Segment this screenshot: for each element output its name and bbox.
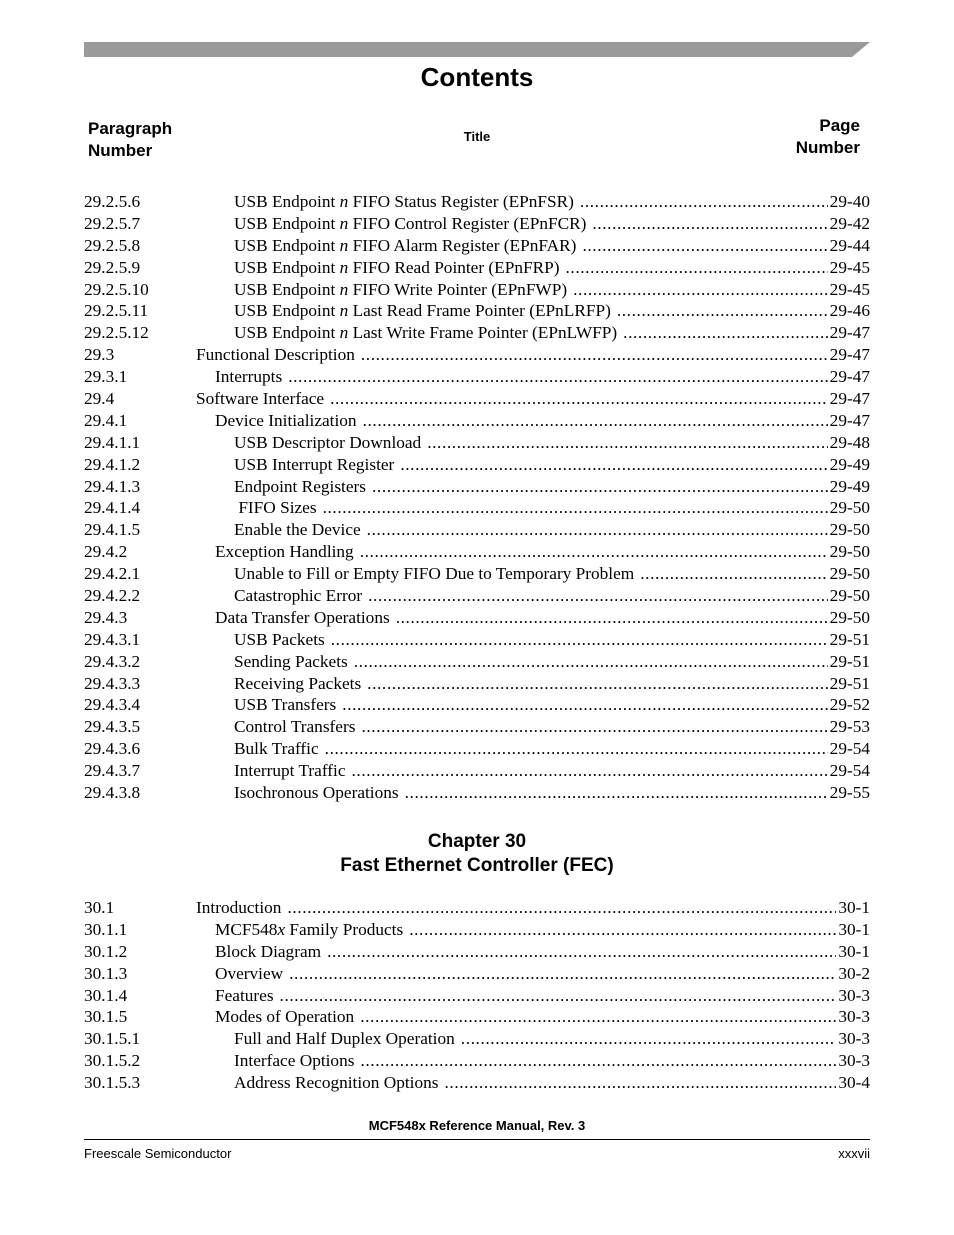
toc-row[interactable]	[84, 454, 870, 476]
column-header-page-number: Page Number	[795, 116, 860, 157]
page-title: Contents	[420, 62, 534, 92]
toc-page-number: 29-54	[829, 761, 870, 781]
toc-paragraph-number: 29.4.3.7	[84, 761, 141, 781]
toc-title: Catastrophic Error	[234, 586, 363, 606]
toc-page-number: 29-51	[829, 651, 870, 671]
toc-row[interactable]	[84, 629, 870, 651]
toc-page-number: 29-54	[829, 739, 870, 759]
toc-paragraph-number: 29.4.1.4	[84, 498, 141, 518]
toc-title: Modes of Operation	[215, 1007, 355, 1027]
toc-entry	[234, 585, 870, 607]
toc-title: USB Endpoint n FIFO Status Register (EPnFSR)	[234, 192, 574, 211]
toc-page-number: 29-47	[829, 345, 870, 365]
toc-title: USB Descriptor Download	[234, 432, 422, 452]
toc-paragraph-number: 29.4.1.3	[84, 476, 141, 496]
toc-row[interactable]	[84, 1050, 870, 1072]
toc-list-chapter-30	[84, 897, 870, 1094]
header-banner	[84, 42, 870, 57]
toc-title: Isochronous Operations	[234, 783, 399, 803]
toc-entry	[215, 919, 870, 941]
toc-title: Interrupt Traffic	[234, 761, 346, 781]
toc-title: Address Recognition Options	[234, 1073, 439, 1093]
dot-leader	[640, 563, 827, 585]
toc-entry	[234, 629, 870, 651]
toc-title: Overview	[215, 963, 284, 983]
chapter-title: Fast Ethernet Controller (FEC)	[340, 855, 614, 876]
toc-title: USB Endpoint n FIFO Read Pointer (EPnFRP)	[234, 257, 560, 277]
toc-page-number: 29-49	[829, 476, 870, 496]
toc-row[interactable]	[84, 519, 870, 541]
toc-row[interactable]	[84, 607, 870, 629]
toc-row[interactable]	[84, 235, 870, 257]
toc-title: Software Interface	[196, 389, 325, 409]
toc-entry	[234, 279, 870, 301]
toc-page-number: 29-49	[829, 454, 870, 474]
toc-title: Bulk Traffic	[234, 739, 319, 759]
dot-leader	[573, 279, 828, 301]
dot-leader	[323, 497, 828, 519]
dot-leader	[592, 213, 827, 235]
toc-entry	[215, 366, 870, 388]
toc-row[interactable]	[84, 651, 870, 673]
toc-paragraph-number: 29.2.5.12	[84, 323, 149, 343]
toc-row[interactable]	[84, 738, 870, 760]
dot-leader	[287, 897, 836, 919]
toc-title: Interrupts	[215, 367, 283, 387]
toc-entry	[215, 410, 870, 432]
toc-paragraph-number: 29.4.1.1	[84, 432, 141, 452]
dot-leader	[427, 432, 827, 454]
toc-title: Device Initialization	[215, 410, 357, 430]
toc-paragraph-number: 29.4.2.1	[84, 564, 141, 584]
toc-entry	[215, 607, 870, 629]
toc-page-number: 29-45	[829, 257, 870, 277]
toc-entry	[234, 563, 870, 585]
toc-page-number: 29-50	[829, 586, 870, 606]
footer-divider	[84, 1139, 870, 1140]
dot-leader	[367, 673, 828, 695]
toc-page-number: 29-44	[829, 235, 870, 255]
dot-leader	[352, 760, 828, 782]
toc-paragraph-number: 30.1.5.2	[84, 1051, 141, 1071]
toc-paragraph-number: 30.1.5.1	[84, 1029, 141, 1049]
dot-leader	[368, 585, 828, 607]
chapter-label: Chapter 30	[427, 831, 527, 852]
toc-row[interactable]	[84, 1028, 870, 1050]
toc-paragraph-number: 29.2.5.7	[84, 213, 141, 233]
toc-entry	[234, 651, 870, 673]
toc-row[interactable]	[84, 191, 870, 213]
toc-title: Functional Description	[196, 345, 355, 365]
toc-paragraph-number: 29.4.3.5	[84, 717, 141, 737]
dot-leader	[363, 410, 828, 432]
toc-paragraph-number: 29.2.5.8	[84, 235, 141, 255]
toc-page-number: 29-42	[829, 213, 870, 233]
toc-page-number: 30-3	[838, 1007, 870, 1027]
toc-entry	[234, 738, 870, 760]
toc-entry	[215, 541, 870, 563]
toc-paragraph-number: 29.2.5.9	[84, 257, 141, 277]
dot-leader	[361, 716, 827, 738]
toc-page-number: 29-55	[829, 783, 870, 803]
toc-paragraph-number: 29.2.5.11	[84, 301, 149, 321]
toc-entry	[234, 191, 870, 213]
toc-page-number: 29-47	[829, 323, 870, 343]
dot-leader	[396, 607, 828, 629]
toc-title: USB Endpoint n FIFO Write Pointer (EPnFWP)	[234, 279, 568, 299]
toc-page-number: 29-46	[829, 301, 870, 321]
toc-row[interactable]	[84, 919, 870, 941]
toc-title: MCF548x Family Products	[215, 919, 404, 939]
dot-leader	[327, 941, 836, 963]
toc-row[interactable]	[84, 322, 870, 344]
toc-entry	[215, 1006, 870, 1028]
toc-row[interactable]	[84, 782, 870, 804]
dot-leader	[582, 235, 827, 257]
toc-entry	[234, 497, 870, 519]
toc-page-number: 29-50	[829, 498, 870, 518]
toc-entry	[234, 300, 870, 322]
dot-leader	[580, 191, 828, 213]
toc-page-number: 30-1	[838, 941, 870, 961]
toc-page-number: 29-47	[829, 367, 870, 387]
toc-list-chapter-29	[84, 191, 870, 804]
toc-title: Endpoint Registers	[234, 476, 366, 496]
toc-paragraph-number: 29.4.1	[84, 410, 128, 430]
footer-page-number: xxxvii	[838, 1146, 870, 1161]
dot-leader	[617, 300, 828, 322]
toc-title: Receiving Packets	[234, 673, 362, 693]
toc-paragraph-number: 29.4.1.5	[84, 520, 141, 540]
toc-title: Block Diagram	[215, 941, 322, 961]
dot-leader	[360, 1050, 836, 1072]
toc-paragraph-number: 29.4.3.4	[84, 695, 141, 715]
dot-leader	[354, 651, 828, 673]
toc-entry	[234, 694, 870, 716]
toc-entry	[215, 941, 870, 963]
toc-paragraph-number: 29.4.3.8	[84, 783, 141, 803]
toc-page-number: 29-52	[829, 695, 870, 715]
toc-page-number: 30-2	[838, 963, 870, 983]
dot-leader	[409, 919, 836, 941]
toc-page-number: 30-3	[838, 1029, 870, 1049]
toc-page-number: 30-3	[838, 985, 870, 1005]
toc-title: USB Endpoint n FIFO Control Register (EPnFCR)	[234, 213, 587, 233]
toc-title: USB Transfers	[234, 695, 337, 715]
toc-entry	[234, 760, 870, 782]
toc-row[interactable]	[84, 344, 870, 366]
toc-page-number: 29-50	[829, 564, 870, 584]
toc-title: Interface Options	[234, 1051, 355, 1071]
toc-page-number: 30-1	[838, 898, 870, 917]
toc-entry	[234, 432, 870, 454]
toc-row[interactable]	[84, 257, 870, 279]
toc-row[interactable]	[84, 985, 870, 1007]
toc-paragraph-number: 29.4.1.2	[84, 454, 141, 474]
footer-manual-title: MCF548x Reference Manual, Rev. 3	[368, 1118, 586, 1133]
toc-row[interactable]	[84, 941, 870, 963]
toc-row[interactable]	[84, 432, 870, 454]
toc-row[interactable]	[84, 1006, 870, 1028]
dot-leader	[289, 963, 836, 985]
dot-leader	[367, 519, 828, 541]
toc-row[interactable]	[84, 300, 870, 322]
toc-page-number: 29-47	[829, 389, 870, 409]
toc-paragraph-number: 30.1.1	[84, 919, 128, 939]
toc-title: Features	[215, 985, 274, 1005]
toc-page-number: 29-51	[829, 673, 870, 693]
toc-row[interactable]	[84, 476, 870, 498]
toc-entry	[234, 235, 870, 257]
toc-row[interactable]	[84, 897, 870, 919]
toc-paragraph-number: 29.4.3.2	[84, 651, 141, 671]
toc-page-number: 29-47	[829, 410, 870, 430]
toc-title: USB Endpoint n Last Read Frame Pointer (EPnLRFP)	[234, 301, 611, 321]
toc-title: USB Packets	[234, 629, 325, 649]
toc-page-number: 30-3	[838, 1051, 870, 1071]
toc-paragraph-number: 29.4.3	[84, 607, 128, 627]
dot-leader	[361, 344, 828, 366]
toc-row[interactable]	[84, 410, 870, 432]
toc-title: USB Endpoint n FIFO Alarm Register (EPnFAR)	[234, 235, 577, 255]
toc-row[interactable]	[84, 694, 870, 716]
dot-leader	[444, 1072, 836, 1094]
toc-entry	[234, 782, 870, 804]
toc-paragraph-number: 29.4.3.1	[84, 629, 141, 649]
toc-row[interactable]	[84, 585, 870, 607]
toc-row[interactable]	[84, 760, 870, 782]
dot-leader	[288, 366, 827, 388]
toc-paragraph-number: 29.4.3.6	[84, 739, 141, 759]
toc-row[interactable]	[84, 563, 870, 585]
toc-paragraph-number: 29.4.2.2	[84, 586, 141, 606]
toc-page-number: 29-40	[829, 192, 870, 211]
dot-leader	[325, 738, 828, 760]
toc-page-number: 29-45	[829, 279, 870, 299]
dot-leader	[331, 629, 828, 651]
toc-entry	[215, 963, 870, 985]
toc-paragraph-number: 29.2.5.6	[84, 192, 141, 211]
toc-title: Introduction	[196, 898, 282, 917]
dot-leader	[623, 322, 828, 344]
toc-row[interactable]	[84, 213, 870, 235]
toc-row[interactable]	[84, 497, 870, 519]
toc-title: Full and Half Duplex Operation	[234, 1029, 455, 1049]
toc-entry	[196, 344, 870, 366]
toc-paragraph-number: 30.1	[84, 898, 115, 917]
toc-entry	[196, 897, 870, 919]
dot-leader	[360, 541, 828, 563]
toc-entry	[234, 1072, 870, 1094]
column-header-paragraph-number: Paragraph Number	[88, 119, 173, 160]
dot-leader	[400, 454, 827, 476]
toc-title: Sending Packets	[234, 651, 348, 671]
dot-leader	[280, 985, 837, 1007]
toc-row[interactable]	[84, 279, 870, 301]
dot-leader	[372, 476, 828, 498]
toc-row[interactable]	[84, 366, 870, 388]
toc-entry	[234, 454, 870, 476]
toc-entry	[234, 716, 870, 738]
toc-title: FIFO Sizes	[234, 498, 317, 518]
toc-row[interactable]	[84, 673, 870, 695]
toc-entry	[234, 673, 870, 695]
footer-company: Freescale Semiconductor	[84, 1146, 232, 1161]
toc-paragraph-number: 29.3	[84, 345, 115, 365]
toc-page-number: 29-50	[829, 542, 870, 562]
toc-page-number: 29-51	[829, 629, 870, 649]
toc-entry	[215, 985, 870, 1007]
toc-paragraph-number: 30.1.3	[84, 963, 128, 983]
toc-row[interactable]	[84, 963, 870, 985]
dot-leader	[405, 782, 828, 804]
toc-entry	[234, 1050, 870, 1072]
toc-paragraph-number: 29.3.1	[84, 367, 128, 387]
toc-page-number: 29-50	[829, 607, 870, 627]
toc-paragraph-number: 30.1.5	[84, 1007, 128, 1027]
toc-page-number: 30-4	[838, 1073, 870, 1093]
toc-title: Control Transfers	[234, 717, 356, 737]
dot-leader	[566, 257, 828, 279]
toc-row[interactable]	[84, 388, 870, 410]
toc-title: Data Transfer Operations	[215, 607, 390, 627]
toc-paragraph-number: 30.1.4	[84, 985, 128, 1005]
toc-page-number: 30-1	[838, 919, 870, 939]
toc-page-number: 29-48	[829, 432, 870, 452]
toc-paragraph-number: 29.2.5.10	[84, 279, 149, 299]
toc-entry	[234, 476, 870, 498]
toc-entry	[234, 519, 870, 541]
toc-entry	[234, 257, 870, 279]
toc-title: Enable the Device	[234, 520, 361, 540]
toc-paragraph-number: 29.4	[84, 389, 115, 409]
toc-paragraph-number: 30.1.5.3	[84, 1073, 141, 1093]
toc-paragraph-number: 29.4.3.3	[84, 673, 141, 693]
toc-paragraph-number: 30.1.2	[84, 941, 128, 961]
toc-page-number: 29-50	[829, 520, 870, 540]
toc-row[interactable]	[84, 716, 870, 738]
toc-entry	[196, 388, 870, 410]
toc-title: USB Endpoint n Last Write Frame Pointer (EPnLWFP)	[234, 323, 618, 343]
dot-leader	[330, 388, 828, 410]
dot-leader	[342, 694, 827, 716]
toc-row[interactable]	[84, 1072, 870, 1094]
dot-leader	[461, 1028, 837, 1050]
toc-title: Unable to Fill or Empty FIFO Due to Temporary Problem	[234, 564, 635, 584]
dot-leader	[360, 1006, 836, 1028]
toc-entry	[234, 1028, 870, 1050]
toc-title: USB Interrupt Register	[234, 454, 395, 474]
column-header-title: Title	[463, 129, 491, 144]
toc-entry	[234, 213, 870, 235]
toc-page-number: 29-53	[829, 717, 870, 737]
toc-paragraph-number: 29.4.2	[84, 542, 128, 562]
toc-title: Exception Handling	[215, 542, 354, 562]
toc-entry	[234, 322, 870, 344]
toc-row[interactable]	[84, 541, 870, 563]
